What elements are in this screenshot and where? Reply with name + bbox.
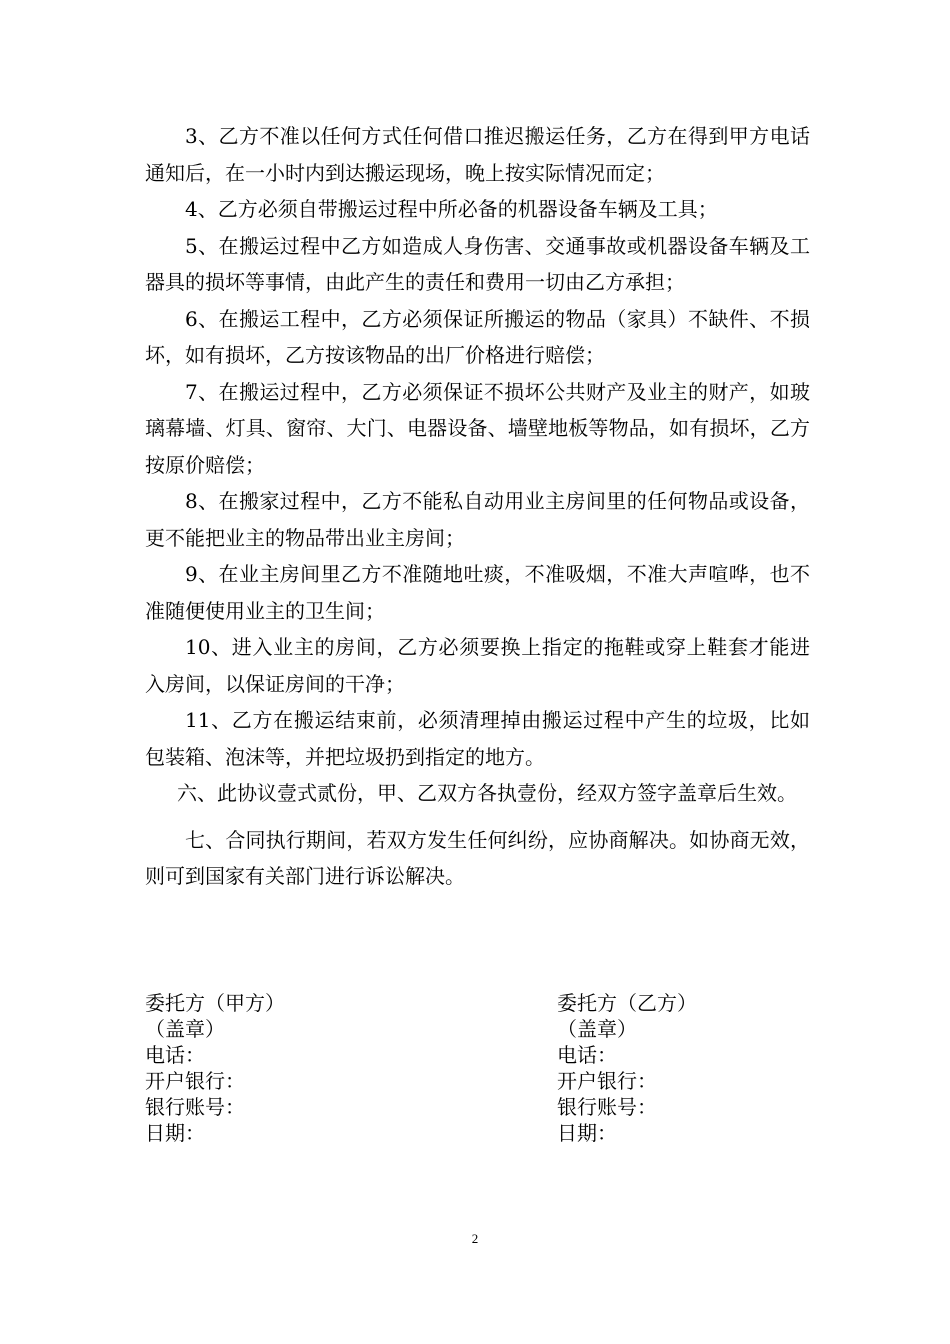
party-a-title: 委托方（甲方） bbox=[145, 991, 285, 1015]
section-7: 七、合同执行期间，若双方发生任何纠纷，应协商解决。如协商无效，则可到国家有关部门进行诉讼解决。 bbox=[145, 827, 810, 888]
clause-3: 3、乙方不准以任何方式任何借口推迟搬运任务，乙方在得到甲方电话通知后，在一小时内到达搬运现场，晚上按实际情况而定； bbox=[145, 124, 810, 185]
party-b-phone: 电话： bbox=[557, 1043, 617, 1067]
party-b-title: 委托方（乙方） bbox=[557, 991, 697, 1015]
party-b-bank: 开户银行： bbox=[557, 1069, 657, 1093]
clause-10: 10、进入业主的房间，乙方必须要换上指定的拖鞋或穿上鞋套才能进入房间，以保证房间的干净； bbox=[145, 635, 810, 696]
page-number: 2 bbox=[471, 1231, 479, 1246]
party-a-signature-block bbox=[145, 990, 285, 1146]
party-a-bank: 开户银行： bbox=[145, 1069, 245, 1093]
party-a-date: 日期： bbox=[145, 1121, 205, 1145]
clause-9: 9、在业主房间里乙方不准随地吐痰，不准吸烟，不准大声喧哗，也不准随便使用业主的卫生间； bbox=[145, 562, 810, 623]
party-b-seal: （盖章） bbox=[557, 1017, 637, 1041]
party-b-signature-block bbox=[557, 990, 697, 1146]
clause-8: 8、在搬家过程中，乙方不能私自动用业主房间里的任何物品或设备，更不能把业主的物品带出业主房间； bbox=[145, 489, 810, 550]
section-6: 六、此协议壹式贰份，甲、乙双方各执壹份，经双方签字盖章后生效。 bbox=[177, 781, 797, 805]
clause-4: 4、乙方必须自带搬运过程中所必备的机器设备车辆及工具； bbox=[185, 197, 718, 221]
party-b-date: 日期： bbox=[557, 1121, 617, 1145]
party-a-phone: 电话： bbox=[145, 1043, 205, 1067]
clause-11: 11、乙方在搬运结束前，必须清理掉由搬运过程中产生的垃圾，比如包装箱、泡沫等，并把垃圾扔到指定的地方。 bbox=[145, 708, 810, 769]
party-b-account: 银行账号： bbox=[557, 1095, 657, 1119]
clause-5: 5、在搬运过程中乙方如造成人身伤害、交通事故或机器设备车辆及工器具的损坏等事情，由此产生的责任和费用一切由乙方承担； bbox=[145, 233, 810, 294]
party-a-account: 银行账号： bbox=[145, 1095, 245, 1119]
contract-body bbox=[145, 118, 810, 895]
clause-7: 7、在搬运过程中，乙方必须保证不损坏公共财产及业主的财产，如玻璃幕墙、灯具、窗帘、大门、电器设备、墙壁地板等物品，如有损坏，乙方按原价赔偿； bbox=[145, 379, 810, 477]
party-a-seal: （盖章） bbox=[145, 1017, 225, 1041]
clause-6: 6、在搬运工程中，乙方必须保证所搬运的物品（家具）不缺件、不损坏，如有损坏，乙方按该物品的出厂价格进行赔偿； bbox=[145, 306, 810, 367]
